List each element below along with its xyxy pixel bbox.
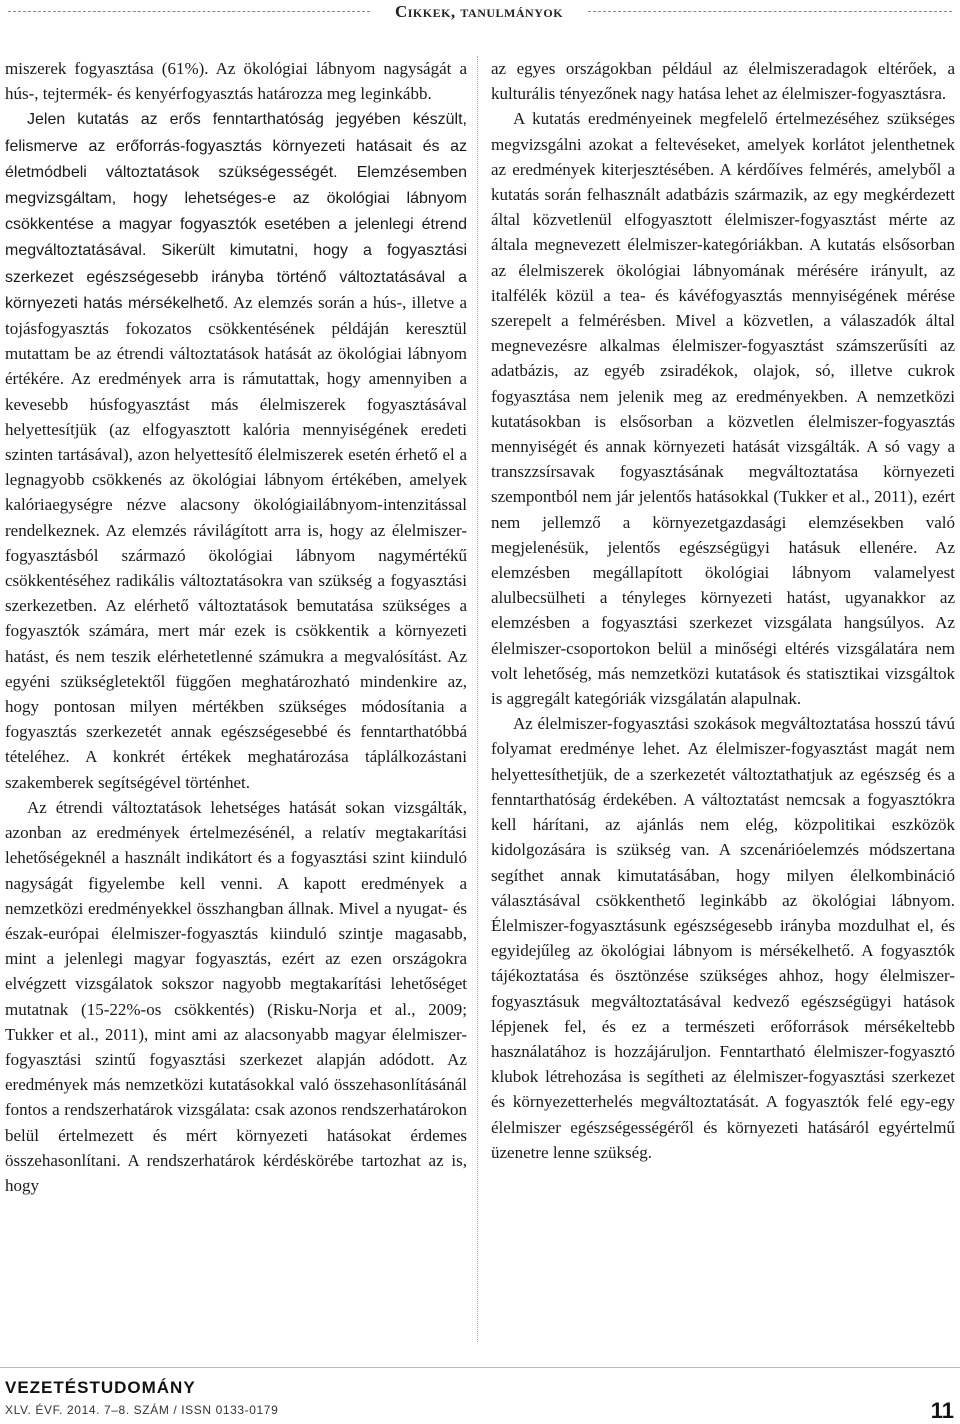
issue-info: XLV. ÉVF. 2014. 7–8. SZÁM / ISSN 0133-0179: [5, 1403, 279, 1417]
section-title: Cikkek, tanulmányok: [394, 2, 564, 21]
paragraph: A kutatás eredményeinek megfelelő értelmezéséhez szükséges megvizsgálni azokat a feltevéseket, amelyek korlátot jelenthetnek az eredmények kiterjesztésében. A kérdőíves felmérés, amelyből a kutatás során felhasznált adatbázis származik, az egy megkérdezett által közvetlenül elfogyasztott élelmiszer-fogyasztást mérte az általa megnevezett élelmiszer-kategóriákban. A kutatás elsősorban az élelmiszerek ökológiai lábnyomának mérésére irányult, az italfélék közül a tea- és kávéfogyasztás mennyiségének mérése szerepelt a felmérésben. Mivel a közvetlen, a válaszadók által megnevezésre alkalmas élelmiszer-fogyasztást számszerűsíti az adatbázis, az egyéb zsiradékok, olajok, só, illetve cukrok fogyasztása nem jelenik meg az eredményekben. A nemzetközi kutatásokban is elsősorban a közvetlen élelmiszer-fogyasztás mennyiségét és annak környezeti hatását vizsgálták. A só vagy a transzzsírsavak fogyasztásának megváltoztatása környezeti szempontból nem jár jelentős hatásokkal (Tukker et al., 2011), ezért nem jellemző a környezetgazdasági elemzésekben való megjelenésük, jelentős egészségügyi hatásuk ellenére. Az elemzésben megállapított ökológiai lábnyom valamelyest alulbecsülheti a tényleges környezeti hatást, ugyanakkor az elemzésben a fogyasztási szerkezet vizsgálata hangsúlyos. Az élelmiszer-csoportokon belül a minőségi eltérés vizsgálatára nem volt lehetőség, más nemzetközi kutatások és statisztikai vizsgáltok is aggregált kategóriák vizsgálatán alapulnak.: [491, 109, 955, 709]
right-column: [491, 56, 955, 1165]
paragraph: miszerek fogyasztása (61%). Az ökológiai lábnyom nagyságát a hús-, tejtermék- és kenyérfogyasztás határozza meg leginkább.: [5, 59, 467, 104]
footer-rule: [0, 1367, 960, 1368]
journal-name: VEZETÉSTUDOMÁNY: [5, 1378, 196, 1397]
paragraph: Az étrendi változtatások lehetséges hatását sokan vizsgálták, azonban az eredmények értelmezésénél, a relatív megtakarítási lehetőségeknél a használt indikátort és a fogyasztási szint kiinduló nagyságát figyelembe kell venni. A kapott eredmények a nemzetközi eredményekkel összhangban állnak. Mivel a nyugat- és észak-európai élelmiszer-fogyasztás kiinduló szintje magasabb, mint a jelenlegi magyar fogyasztás, ezért az ezen országokra elvégzett vizsgálatok sokszor nagyobb megtakarítási lehetőséget mutatnak (15-22%-os csökkentés) (Risku-Norja et al., 2009; Tukker et al., 2011), mint ami az alacsonyabb magyar élelmiszer-fogyasztási szintű fogyasztási szerkezet alapján adódott. Az eredmények más nemzetközi kutatásokkal való összehasonlításánál fontos a rendszerhatárok vizsgálata: csak azonos rendszerhatárokon belül értelmezett és mért környezeti hatásokat érdemes összehasonlítani. A rendszerhatárok kérdéskörébe tartozhat az is, hogy: [5, 797, 467, 1195]
paragraph: az egyes országokban például az élelmiszeradagok eltérőek, a kulturális tényezőnek nagy hatása lehet az élelmiszer-fogyasztásra.: [491, 59, 955, 104]
paragraph: [5, 106, 467, 794]
left-column: [5, 56, 467, 1198]
header-rule-right: [588, 11, 952, 12]
paragraph: Az élelmiszer-fogyasztási szokások megváltoztatása hosszú távú folyamat eredménye lehet. Az élelmiszer-fogyasztást magát nem helyettesíthetjük, de a szerkezetét változtathatjuk az egészség és a fenntarthatóság érdekében. A változtatást nemcsak a fogyasztókra kell hárítani, az ajánlás nem elég, közpolitikai eszközök kidolgozására is szükség van. A szcenárióelemzés módszertana segíthet annak kimutatásában, hogy milyen élelkombináció választásával csökkenthető leginkább az ökológiai lábnyom. Élelmiszer-fogyasztásunk egészségesebb irányba mozdulhat el, és egyidejűleg az ökológiai lábnyom is mérsékelhető. A fogyasztók tájékoztatása és ösztönzése szükséges ahhoz, hogy élelmiszer-fogyasztásuk megváltoztatásával kedvező egészségügyi hatások lépjenek fel, és ez a természeti erőforrások mérsékeltebb használatához is hozzájáruljon. Fenntartható élelmiszer-fogyasztó klubok létrehozása is segítheti az élelmiszer-fogyasztási szerkezet és környezetterhelés megváltoztatását. A fogyasztók felé egy-egy élelmiszer egészségességéről és környezeti hatásáról egyértelmű üzenetre lenne szükség.: [491, 714, 955, 1162]
header-rule-left: [8, 11, 370, 12]
column-divider: [477, 56, 478, 1342]
running-header: [0, 0, 960, 28]
page-number: 11: [930, 1398, 954, 1423]
paragraph-sans-part: Jelen kutatás az erős fenntarthatóság jegyében készült, felismerve az erőforrás-fogyasztás környezeti hatásait és az életmódbeli változtatások szükségességét. Elemzésemben megvizsgáltam, hogy lehetséges-e az ökológiai lábnyom csökkentése a magyar fogyasztók esetében a jelenlegi étrend megváltoztatásával. Sikerült kimutatni, hogy a fogyasztási szerkezet egészségesebb irányba történő változtatásával a környezeti hatás mérsékelhető.: [5, 111, 467, 312]
paragraph-serif-part: Az elemzés során a hús-, illetve a tojásfogyasztás fokozatos csökkentésének példáján keresztül mutattam be az étrendi változtatások hatását az ökológiai lábnyom értékére. Az eredmények arra is rámutattak, hogy amennyiben a kevesebb húsfogyasztást más élelmiszerek fogyasztásával helyettesítjük (az elfogyasztott kalória mennyiségének eredeti szinten tartásával), azon helyettesítő élelmiszerek esetén érhető el a legnagyobb csökkenés az ökológiai lábnyom értékében, amelyek kalóriaegységre nézve alacsony ökológiailábnyom-intenzitással rendelkeznek. Az elemzés rávilágított arra is, hogy az élelmiszer-fogyasztásból származó ökológiai lábnyom nagymértékű csökkentéséhez radikális változtatásokra van szükség a fogyasztási szerkezetben. Az elérhető változtatások bemutatása szükséges a fogyasztók számára, mert már ezek is csökkentik a környezeti hatást, és nem teszik elérhetetlenné számukra a megvalósítást. Az egyéni szükségletektől függően meghatározható mindenkire az, hogy pontosan milyen mértékben szükséges módosítania a fogyasztás szerkezetét annak egészségesebbé és fenntarthatóbbá tételéhez. A konkrét értékek meghatározása táplálkozástani szakemberek segítségével történhet.: [5, 292, 467, 792]
